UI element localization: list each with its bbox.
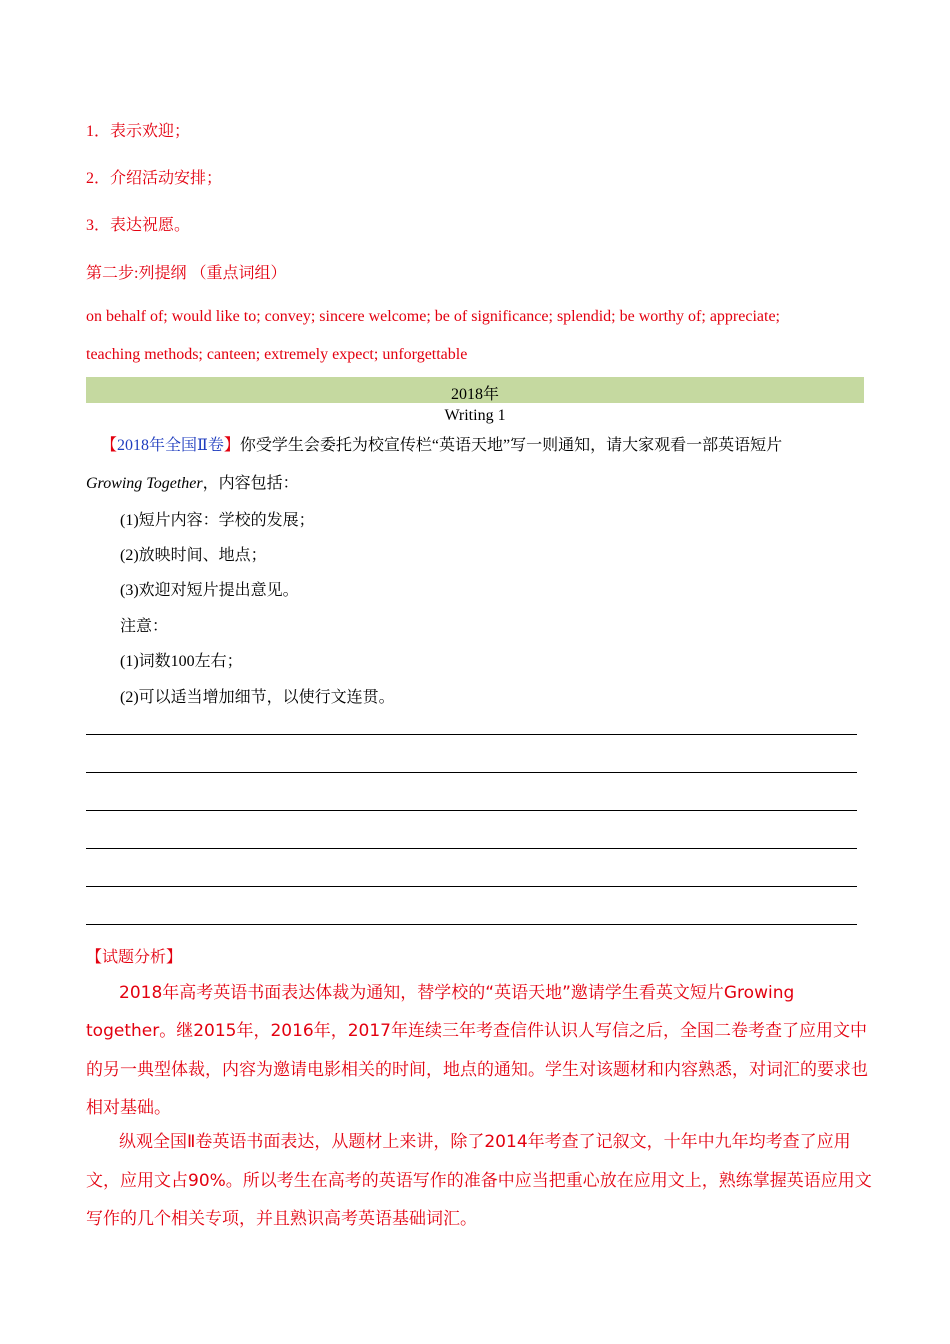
- task-point-3: (3)欢迎对短片提出意见。: [120, 582, 299, 599]
- task-intro: 你受学生会委托为校宣传栏“英语天地”写一则通知，请大家观看一部英语短片: [239, 437, 783, 454]
- task-point-1: (1)短片内容：学校的发展；: [120, 512, 315, 529]
- year-header: 2018年: [450, 386, 499, 403]
- analysis-p1-line-4: 相对基础。: [86, 1098, 171, 1118]
- step-item-1: 1．表示欢迎；: [86, 123, 191, 140]
- task-note-2: (2)可以适当增加细节，以使行文连贯。: [120, 689, 395, 706]
- answer-line: [86, 734, 857, 735]
- task-note-1: (1)词数100左右；: [120, 653, 243, 670]
- film-title: Growing Together: [86, 475, 203, 492]
- source-label: 2018年全国Ⅱ卷: [117, 437, 224, 454]
- analysis-p2-line-3: 写作的几个相关专项，并且熟识高考英语基础词汇。: [86, 1209, 477, 1229]
- task-point-2: (2)放映时间、地点；: [120, 547, 267, 564]
- writing-title: Writing 1: [444, 407, 506, 424]
- answer-line: [86, 848, 857, 849]
- answer-line: [86, 924, 857, 925]
- answer-line: [86, 772, 857, 773]
- source-bracket-close: 】: [223, 437, 240, 454]
- task-intro-line-2: [86, 470, 299, 493]
- task-intro-tail: ，内容包括：: [202, 475, 299, 492]
- answer-line: [86, 810, 857, 811]
- step-item-2: 2．介绍活动安排；: [86, 170, 223, 187]
- task-note-label: 注意：: [120, 618, 169, 635]
- answer-line: [86, 886, 857, 887]
- analysis-p1-line-3: 的另一典型体裁，内容为邀请电影相关的时间，地点的通知。学生对该题材和内容熟悉，对词汇的要求也: [86, 1060, 868, 1080]
- source-bracket-open: 【: [101, 437, 118, 454]
- phrases-line-2: teaching methods; canteen; extremely expect; unforgettable: [86, 346, 468, 363]
- step2-title: 第二步:列提纲 （重点词组）: [86, 265, 287, 282]
- analysis-p1-line-2: together。继2015年，2016年，2017年连续三年考查信件认识人写信之后，全国二卷考查了应用文中: [86, 1021, 867, 1041]
- analysis-p1-line-1: 2018年高考英语书面表达体裁为通知，替学校的“英语天地”邀请学生看英文短片Growing: [119, 983, 795, 1003]
- step-item-3: 3．表达祝愿。: [86, 217, 191, 234]
- analysis-p2-line-1: 纵观全国Ⅱ卷英语书面表达，从题材上来讲，除了2014年考查了记叙文，十年中九年均考查了应用: [119, 1132, 851, 1152]
- analysis-heading: 【试题分析】: [86, 949, 183, 966]
- phrases-line-1: on behalf of; would like to; convey; sincere welcome; be of significance; splendid; be worthy of; appreciate;: [86, 308, 780, 325]
- analysis-p2-line-2: 文，应用文占90%。所以考生在高考的英语写作的准备中应当把重心放在应用文上，熟练掌握英语应用文: [86, 1171, 872, 1191]
- task-intro-line: [101, 432, 782, 455]
